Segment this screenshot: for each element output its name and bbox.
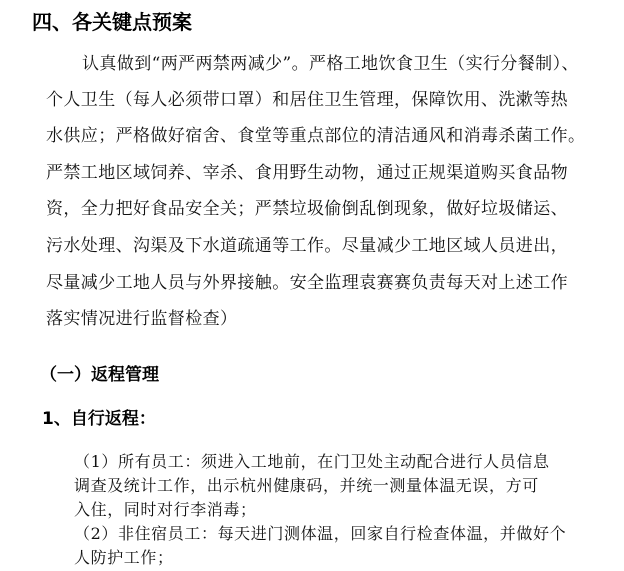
paragraph-line: 个人卫生（每人必须带口罩）和居住卫生管理，保障饮用、洗漱等热 — [46, 90, 568, 110]
paragraph-line: 落实情况进行监督检查） — [46, 309, 238, 329]
paragraph-line: 水供应；严格做好宿舍、食堂等重点部位的清洁通风和消毒杀菌工作。 — [46, 126, 586, 146]
paragraph-line: 认真做到“两严两禁两减少”。严格工地饮食卫生（实行分餐制）、 — [82, 54, 579, 74]
sub-item-line: （2）非住宿员工：每天进门测体温，回家自行检查体温，并做好个 — [74, 524, 567, 543]
sub-item-line: 人防护工作； — [74, 548, 174, 567]
item-title: 1、自行返程： — [42, 409, 156, 429]
paragraph-line: 尽量减少工地人员与外界接触。安全监理袁赛赛负责每天对上述工作 — [46, 273, 568, 293]
paragraph-line: 污水处理、沟渠及下水道疏通等工作。尽量减少工地区域人员进出， — [46, 236, 568, 256]
sub-item-line: 入住，同时对行李消毒； — [74, 500, 257, 519]
section-title: 四、各关键点预案 — [32, 10, 192, 34]
subsection-title: （一）返程管理 — [40, 365, 159, 385]
paragraph-line: 严禁工地区域饲养、宰杀、食用野生动物，通过正规渠道购买食品物 — [46, 163, 568, 183]
sub-item-line: （1）所有员工：须进入工地前，在门卫处主动配合进行人员信息 — [74, 452, 550, 471]
paragraph-line: 资，全力把好食品安全关；严禁垃圾偷倒乱倒现象，做好垃圾储运、 — [46, 199, 568, 219]
sub-item-line: 调查及统计工作，出示杭州健康码，并统一测量体温无误，方可 — [74, 476, 539, 495]
